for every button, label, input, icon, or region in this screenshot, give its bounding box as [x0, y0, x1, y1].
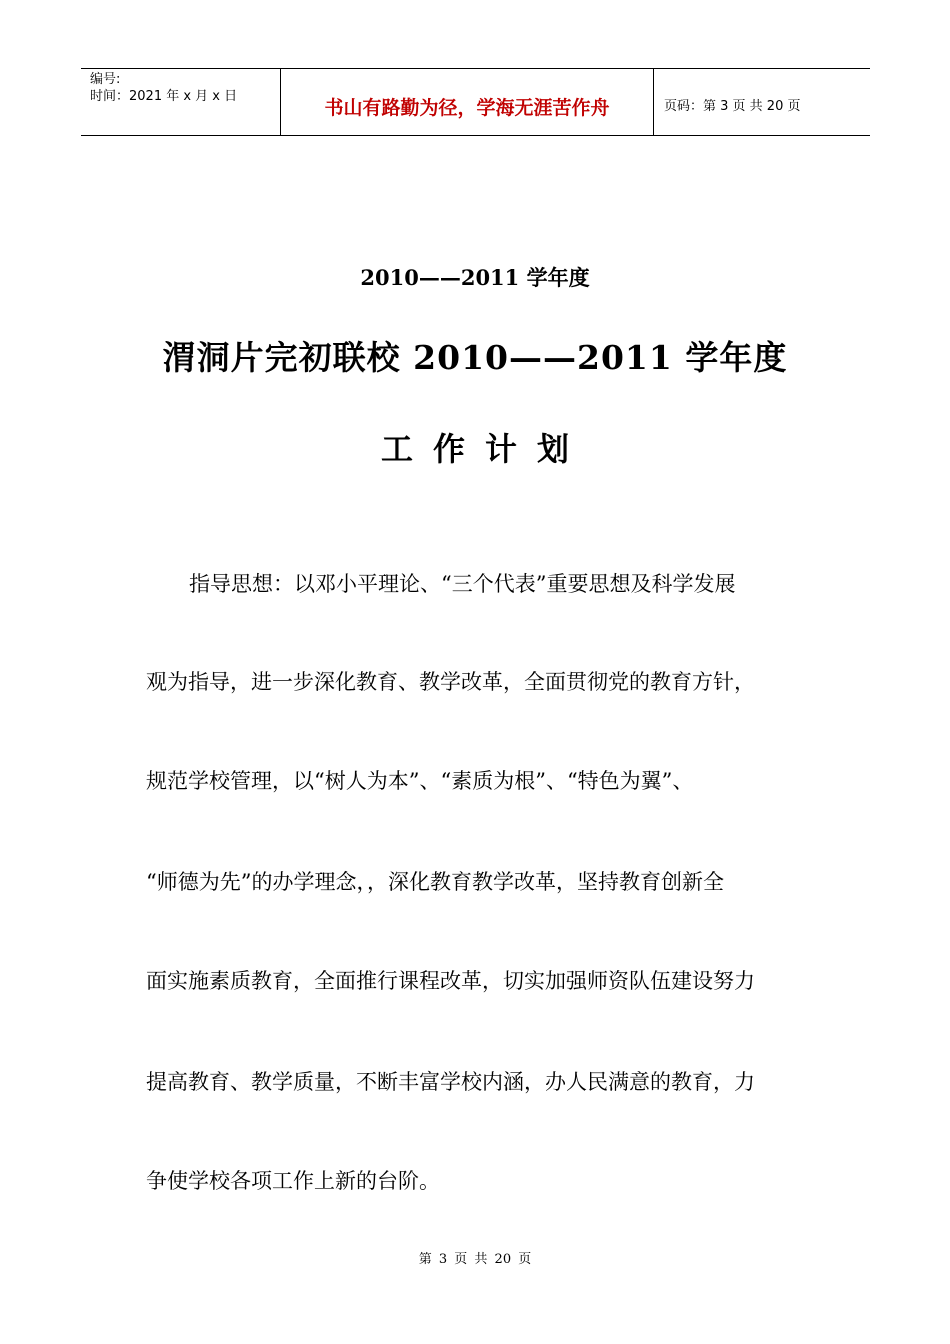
- document-header: [81, 68, 870, 136]
- paragraph-line: 观为指导，进一步深化教育、教学改革，全面贯彻党的教育方针，: [146, 670, 755, 694]
- document-subtitle: 2010——2011 学年度: [360, 265, 590, 290]
- plan-title: 工作计划: [380, 430, 589, 468]
- paragraph-line: 争使学校各项工作上新的台阶。: [146, 1169, 440, 1193]
- header-motto: 书山有路勤为径，学海无涯苦作舟: [281, 69, 654, 135]
- header-meta: [81, 69, 281, 135]
- header-page-code: 页码：第 3 页 共 20 页: [664, 98, 801, 114]
- paragraph-line: 提高教育、教学质量，不断丰富学校内涵，办人民满意的教育，力: [146, 1070, 755, 1094]
- paragraph-line: 面实施素质教育，全面推行课程改革，切实加强师资队伍建设努力: [146, 969, 755, 993]
- paragraph-line: 规范学校管理，以“树人为本”、“素质为根”、“特色为翼”、: [146, 769, 694, 793]
- paragraph-line: “师德为先”的办学理念，，深化教育教学改革，坚持教育创新全: [146, 870, 724, 894]
- document-title: 渭洞片完初联校 2010——2011 学年度: [162, 338, 788, 377]
- time-label: 时间：2021 年 x 月 x 日: [90, 89, 238, 104]
- number-label: 编号:: [90, 72, 121, 87]
- page-footer: 第 3 页 共 20 页: [418, 1252, 532, 1267]
- paragraph-line: 指导思想：以邓小平理论、“三个代表”重要思想及科学发展: [189, 572, 736, 596]
